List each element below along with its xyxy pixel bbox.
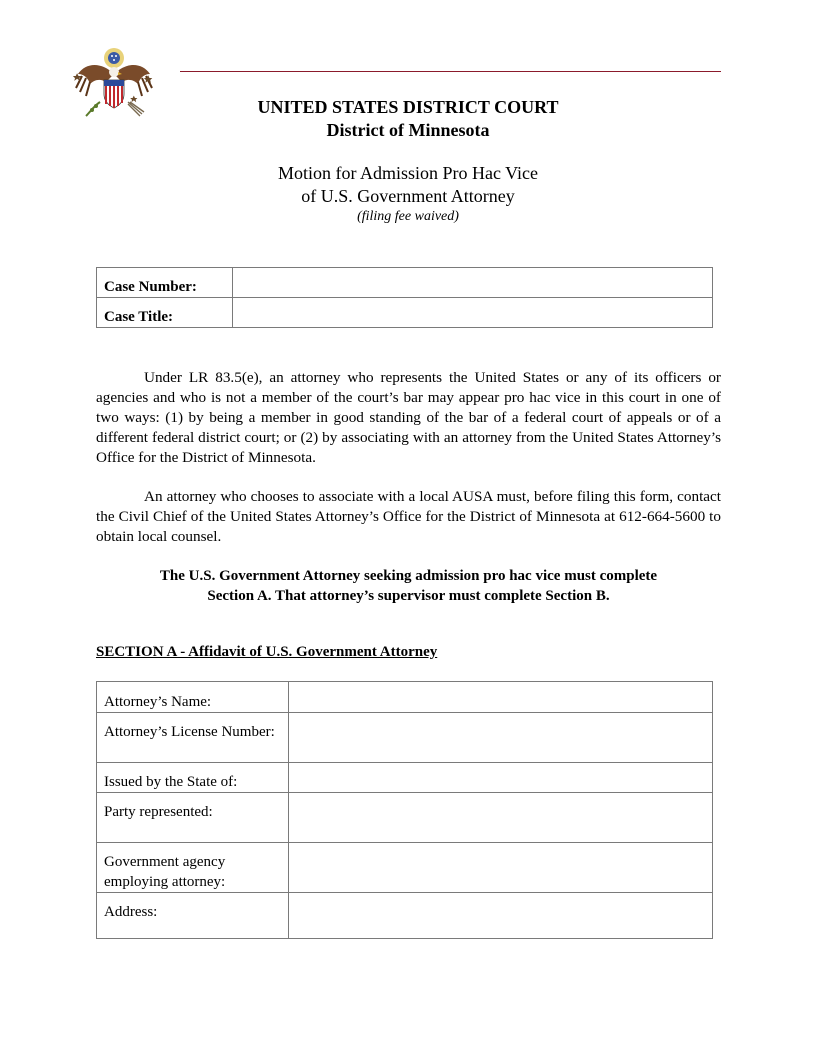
issued-state-field[interactable] bbox=[288, 763, 712, 793]
government-agency-label: Government agency employing attorney: bbox=[97, 843, 289, 893]
address-label: Address: bbox=[97, 893, 289, 939]
license-number-label: Attorney’s License Number: bbox=[97, 713, 289, 763]
license-number-field[interactable] bbox=[288, 713, 712, 763]
address-field[interactable] bbox=[288, 893, 712, 939]
court-name: UNITED STATES DISTRICT COURT bbox=[257, 97, 559, 117]
motion-title-line1: Motion for Admission Pro Hac Vice bbox=[277, 163, 539, 183]
government-agency-field[interactable] bbox=[288, 843, 712, 893]
attorney-name-field[interactable] bbox=[288, 682, 712, 713]
case-title-label: Case Title: bbox=[97, 298, 233, 328]
section-a-title: SECTION A - Affidavit of U.S. Government Attorney bbox=[96, 644, 438, 660]
completion-notice-line2: Section A. That attorney’s supervisor must complete Section B. bbox=[207, 588, 610, 604]
ausa-paragraph: An attorney who chooses to associate with a local AUSA must, before filing this form, contact the Civil Chief of the United States Attorney’s Office for the District of Minnesota at 612-664-5600 to obtain local counsel. bbox=[96, 488, 721, 545]
party-represented-label: Party represented: bbox=[97, 793, 289, 843]
case-number-label: Case Number: bbox=[97, 268, 233, 298]
attorney-info-table bbox=[96, 681, 713, 939]
issued-state-label: Issued by the State of: bbox=[97, 763, 289, 793]
case-title-field[interactable] bbox=[232, 298, 712, 328]
attorney-name-label: Attorney’s Name: bbox=[97, 682, 289, 713]
district-name: District of Minnesota bbox=[326, 120, 490, 140]
case-number-field[interactable] bbox=[232, 268, 712, 298]
header-rule bbox=[180, 71, 721, 72]
case-info-table bbox=[96, 267, 713, 328]
motion-title-line2: of U.S. Government Attorney bbox=[301, 186, 515, 206]
completion-notice-line1: The U.S. Government Attorney seeking admission pro hac vice must complete bbox=[159, 568, 658, 584]
fee-note: (filing fee waived) bbox=[357, 209, 459, 224]
intro-paragraph: Under LR 83.5(e), an attorney who represents the United States or any of its officers or agencies and who is not a member of the court’s bar may appear pro hac vice in this court in one of two ways: (1) by being a member in good standing of the bar of a federal court of appeals or of a different federal district court; or (2) by associating with an attorney from the United States Attorney’s Office for the District of Minnesota. bbox=[96, 369, 721, 466]
party-represented-field[interactable] bbox=[288, 793, 712, 843]
